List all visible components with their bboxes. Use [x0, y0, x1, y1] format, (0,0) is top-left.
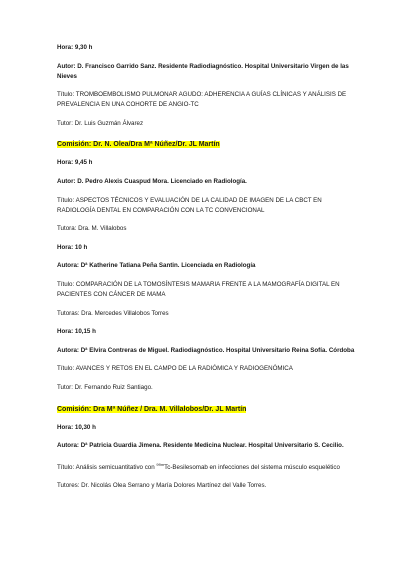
isotope-superscript: 99m [156, 461, 165, 467]
session-title: Título: ASPECTOS TÉCNICOS Y EVALUACIÓN DE LA CALIDAD DE IMAGEN DE LA CBCT EN RADIOLOGÍA DENTAL EN COMPARACIÓN CON LA TC CONVENCIONAL [57, 196, 322, 214]
session-tutor: Tutora: Dra. M. Villalobos [57, 225, 127, 233]
session-author: Autora: Dª Elvira Contreras de Miguel. Radiodiagnóstico. Hospital Universitario Reina Sofía. Córdoba [57, 346, 355, 354]
session-time: Hora: 9,45 h [57, 159, 93, 167]
title-text-post: Tc-Besilesomab en infecciones del sistema músculo esquelético [164, 463, 340, 471]
session-title: Título: AVANCES Y RETOS EN EL CAMPO DE LA RADIÓMICA Y RADIOGENÓMICA [57, 365, 293, 373]
session-tutor: Tutor: Dr. Luis Guzmán Álvarez [57, 119, 144, 127]
session-tutor: Tutor: Dr. Fernando Ruiz Santiago. [57, 383, 153, 391]
session-time: Hora: 10,30 h [57, 423, 96, 431]
session-title: Título: COMPARACIÓN DE LA TOMOSÍNTESIS MAMARIA FRENTE A LA MAMOGRAFÍA DIGITAL EN PACIENTES CON CÁNCER DE MAMA [57, 280, 340, 298]
session-author: Autora: Dª Patricia Guardia Jimena. Residente Medicina Nuclear. Hospital Universitario S. Cecilio. [57, 442, 344, 450]
page-content [57, 43, 357, 500]
commission-heading-wrap [57, 137, 357, 150]
session-tutor: Tutores: Dr. Nicolás Olea Serrano y María Dolores Martínez del Valle Torres. [57, 482, 267, 490]
session-title [57, 460, 357, 473]
commission-heading: Comisión: Dra Mª Núñez / Dra. M. Villalobos/Dr. JL Martín [57, 405, 247, 413]
commission-heading: Comisión: Dr. N. Olea/Dra Mª Núñez/Dr. JL Martín [57, 141, 220, 149]
session-title: Título: TROMBOEMBOLISMO PULMONAR AGUDO: ADHERENCIA A GUÍAS CLÍNICAS Y ANÁLISIS DE PREVALENCIA EN UNA COHORTE DE ANGIO-TC [57, 91, 347, 109]
title-text-pre: Título: Análisis semicuantitativo con [57, 463, 157, 471]
session-time: Hora: 9,30 h [57, 44, 93, 51]
session-time: Hora: 10 h [57, 243, 88, 251]
session-time: Hora: 10,15 h [57, 328, 96, 336]
session-author: Autor: D. Francisco Garrido Sanz. Residente Radiodiagnóstico. Hospital Universitario Virgen de las Nieves [57, 62, 349, 80]
session-author: Autora: Dª Katherine Tatiana Peña Santin. Licenciada en Radiología [57, 262, 256, 270]
commission-heading-wrap [57, 402, 357, 415]
session-tutor: Tutoras: Dra. Mercedes Villalobos Torres [57, 309, 169, 317]
session-author: Autor: D. Pedro Alexis Cuaspud Mora. Licenciado en Radiología. [57, 177, 247, 185]
